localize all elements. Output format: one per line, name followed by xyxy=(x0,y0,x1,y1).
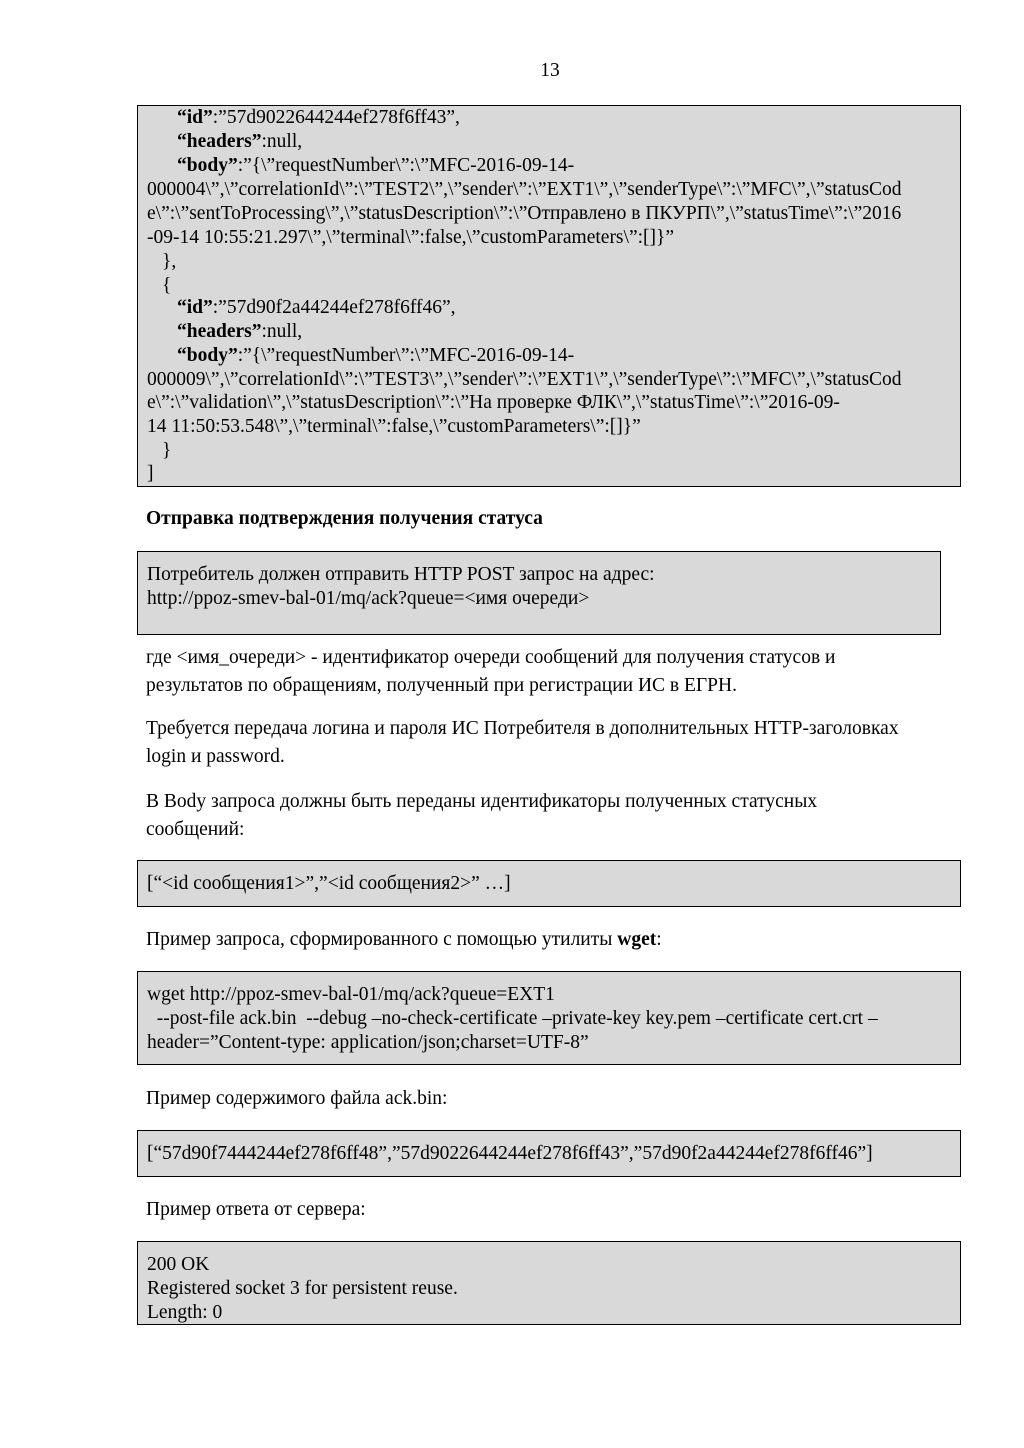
code-line: “body”:”{\”requestNumber\”:\”MFC-2016-09-14- xyxy=(177,155,575,176)
code-line: e\”:\”sentToProcessing\”,\”statusDescription\”:\”Отправлено в ПКУРП\”,\”statusTime\”:\”2016 xyxy=(147,203,902,224)
code-line: “body”:”{\”requestNumber\”:\”MFC-2016-09-14- xyxy=(177,345,575,366)
json-code-block xyxy=(137,105,961,487)
code-line: { xyxy=(162,275,172,296)
request-line: Потребитель должен отправить HTTP POST запрос на адрес: xyxy=(147,564,655,585)
ackfile-content: [“57d90f7444244ef278f6ff48”,”57d9022644244ef278f6ff43”,”57d90f2a44244ef278f6ff46”] xyxy=(147,1143,873,1164)
code-line: 14 11:50:53.548\”,\”terminal\”:false,\”customParameters\”:[]}” xyxy=(147,416,641,437)
code-line: “headers”:null, xyxy=(177,131,303,152)
auth-description: Требуется передача логина и пароля ИС Потребителя в дополнительных HTTP-заголовках login и password. xyxy=(146,718,899,767)
response-intro: Пример ответа от сервера: xyxy=(146,1199,366,1220)
wget-command-box xyxy=(137,971,961,1065)
code-line: “id”:”57d9022644244ef278f6ff43”, xyxy=(177,107,460,128)
wget-keyword: wget xyxy=(617,929,657,950)
code-line: ] xyxy=(147,463,154,484)
code-line: e\”:\”validation\”,\”statusDescription\”:\”На проверке ФЛК\”,\”statusTime\”:\”2016-09- xyxy=(147,392,840,413)
response-line: 200 OK xyxy=(147,1254,210,1275)
code-line: -09-14 10:55:21.297\”,\”terminal\”:false,\”customParameters\”:[]}” xyxy=(147,227,675,248)
ackfile-content-box xyxy=(137,1130,961,1177)
wget-line: --post-file ack.bin --debug –no-check-certificate –private-key key.pem –certificate cert.crt – xyxy=(147,1008,878,1029)
wget-intro: Пример запроса, сформированного с помощью утилиты wget: xyxy=(146,929,662,950)
ackfile-intro: Пример содержимого файла ack.bin: xyxy=(146,1088,448,1109)
code-line: 000004\”,\”correlationId\”:\”TEST2\”,\”sender\”:\”EXT1\”,\”senderType\”:\”MFC\”,\”statusCod xyxy=(147,179,902,200)
server-response-box xyxy=(137,1241,961,1325)
ids-format-text: [“<id сообщения1>”,”<id сообщения2>” …] xyxy=(147,873,511,894)
body-description: В Body запроса должны быть переданы идентификаторы полученных статусных сообщений: xyxy=(146,791,818,840)
wget-line: wget http://ppoz-smev-bal-01/mq/ack?queue=EXT1 xyxy=(147,984,555,1005)
request-address-box xyxy=(137,551,941,635)
page-number: 13 xyxy=(540,60,560,81)
request-url: http://ppoz-smev-bal-01/mq/ack?queue=<имя очереди> xyxy=(147,588,590,609)
wget-line: header=”Content-type: application/json;charset=UTF-8” xyxy=(147,1032,589,1053)
response-line: Length: 0 xyxy=(147,1302,223,1323)
ids-format-box xyxy=(137,860,961,907)
section-heading: Отправка подтверждения получения статуса xyxy=(146,508,543,529)
code-line: 000009\”,\”correlationId\”:\”TEST3\”,\”sender\”:\”EXT1\”,\”senderType\”:\”MFC\”,\”statusCod xyxy=(147,369,902,390)
code-line: } xyxy=(162,440,172,461)
code-line: “headers”:null, xyxy=(177,321,303,342)
code-line: }, xyxy=(162,251,177,272)
response-line: Registered socket 3 for persistent reuse. xyxy=(147,1278,458,1299)
queue-description: где <имя_очереди> - идентификатор очереди сообщений для получения статусов и результатов по обращениям, полученный при регистрации ИС в ЕГРН. xyxy=(146,647,836,696)
code-line: “id”:”57d90f2a44244ef278f6ff46”, xyxy=(177,297,456,318)
